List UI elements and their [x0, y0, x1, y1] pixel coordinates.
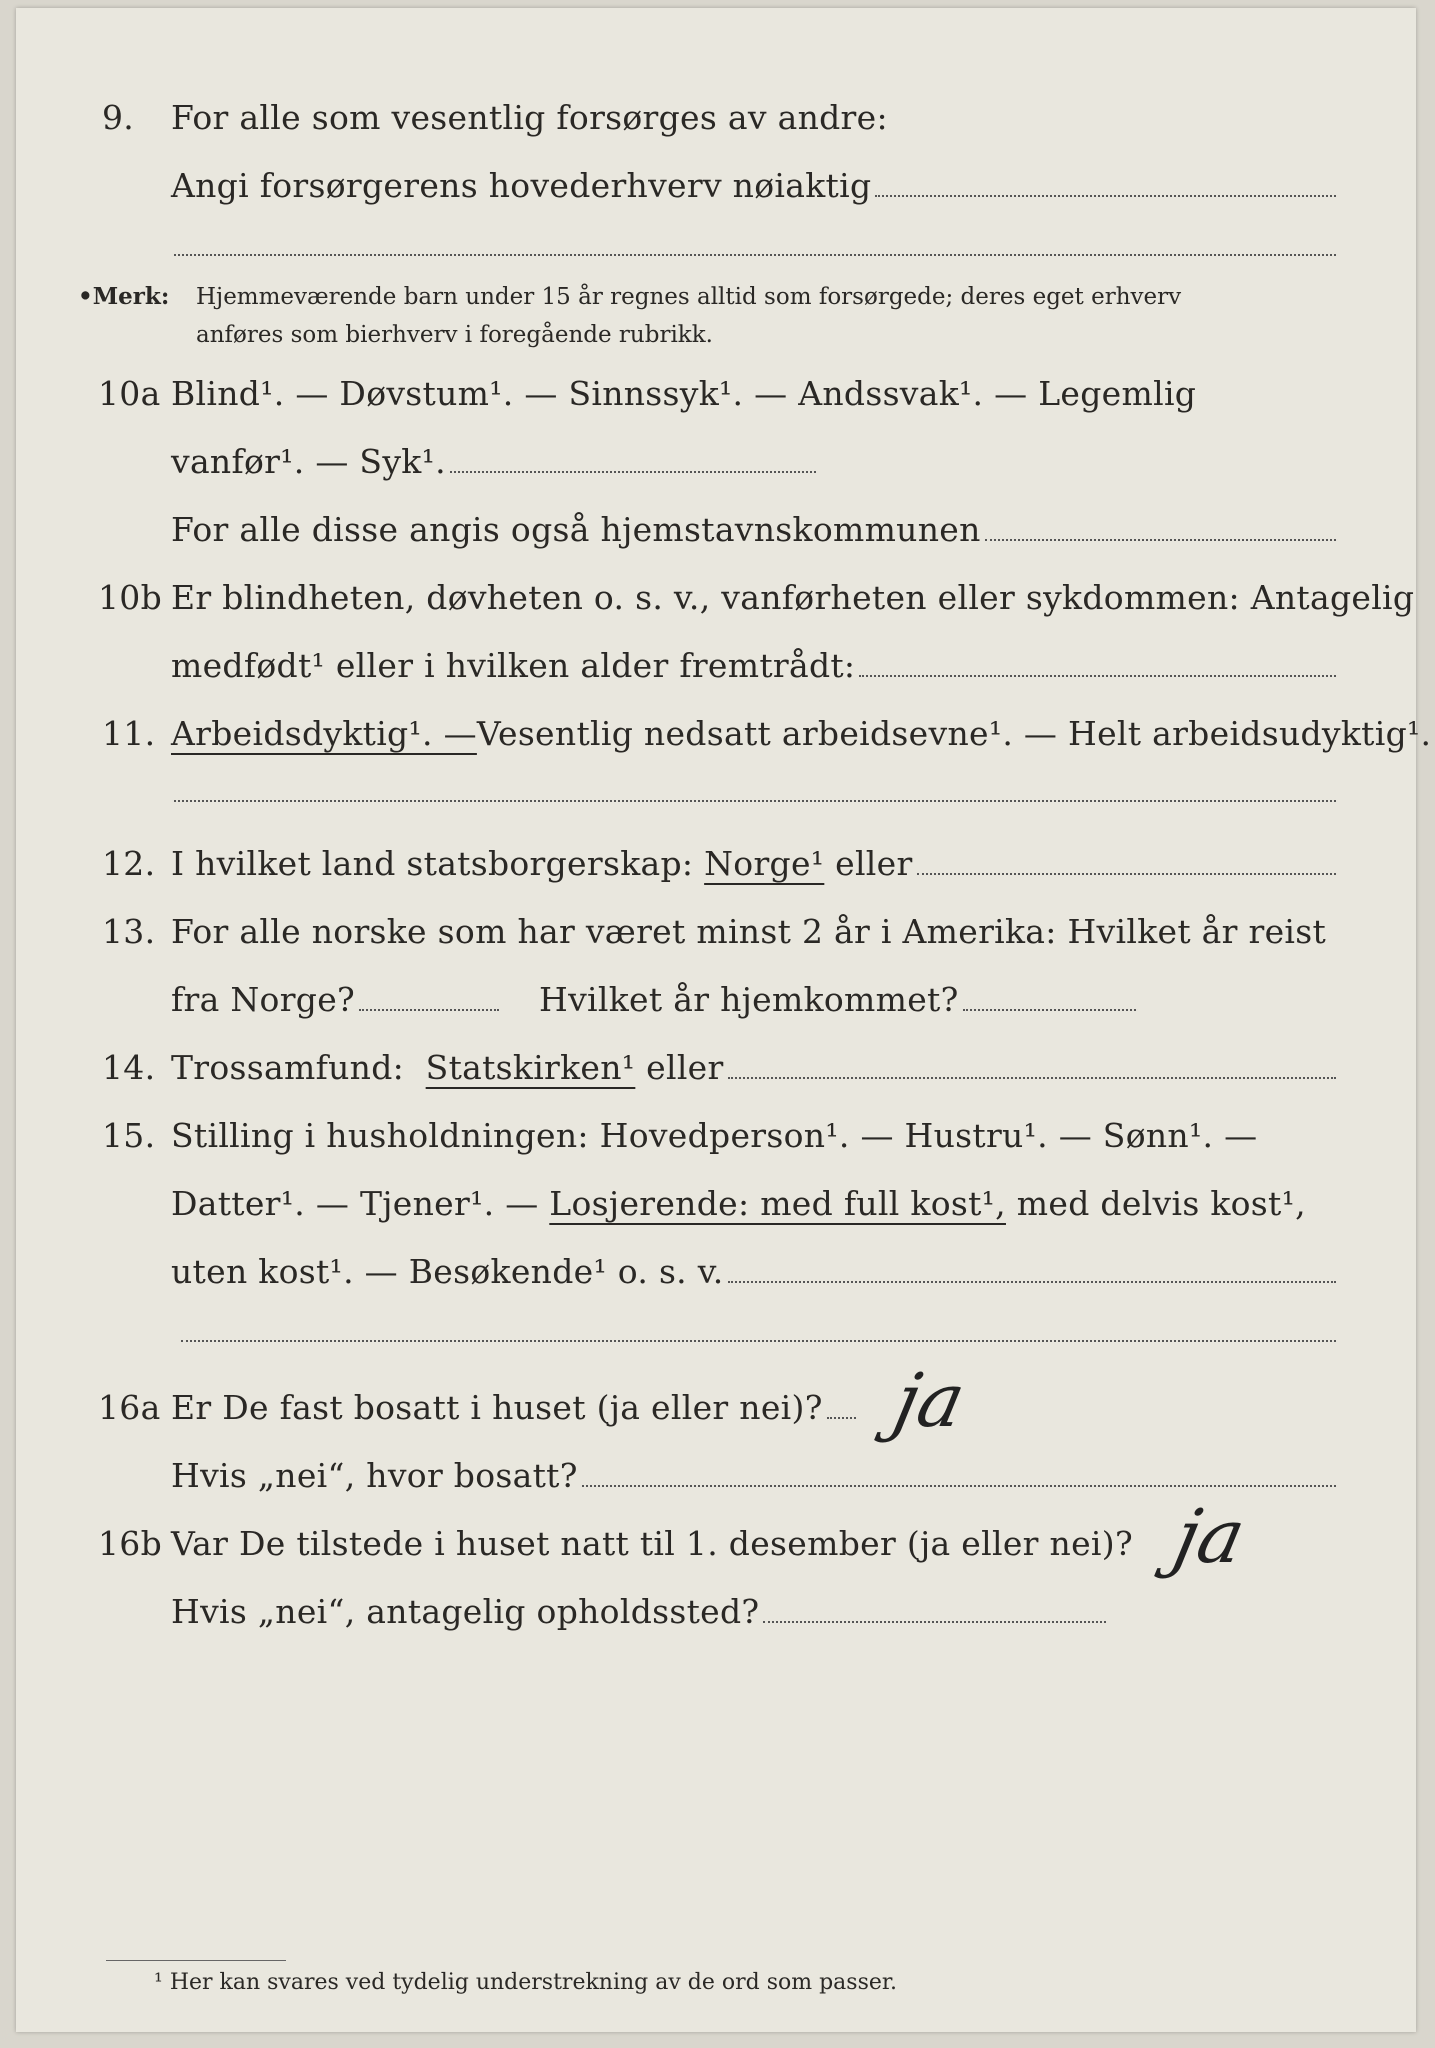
q10b-line2-wrap [171, 646, 1336, 685]
q16a-line1-wrap [171, 1388, 856, 1427]
q16b-line2-wrap [171, 1592, 1106, 1631]
q10a-kommune-line[interactable] [985, 538, 1336, 541]
footnote: ¹ Her kan svares ved tydelig understrekning av de ord som passer. [154, 1970, 897, 1995]
q14-answer-line[interactable] [728, 1076, 1336, 1079]
q13-reist-line[interactable] [359, 1008, 499, 1011]
q10a-line3-wrap [171, 510, 1336, 549]
q10a-number: 10a [98, 374, 161, 413]
q10b-answer-line[interactable] [859, 674, 1336, 677]
q15-line3-wrap [171, 1252, 1336, 1291]
q12-norge-option[interactable]: Norge¹ [704, 844, 825, 883]
q15-line2 [171, 1184, 1336, 1223]
q15-losjerende-option[interactable]: Losjerende: med full kost¹, [549, 1184, 1006, 1223]
merk-text [196, 278, 1181, 354]
q12-suffix: eller [835, 844, 913, 883]
q9-line2-wrap [171, 166, 1336, 205]
q14-number: 14. [102, 1048, 156, 1087]
q16a-number: 16a [98, 1388, 161, 1427]
census-form-page [16, 8, 1432, 2032]
q15-extra-line[interactable] [181, 1340, 1336, 1342]
merk-line2: anføres som bierhverv i foregående rubrikk. [196, 322, 713, 348]
q14-suffix: eller [646, 1048, 724, 1087]
q9-answer-line[interactable] [875, 194, 1336, 197]
q9-extra-line[interactable] [174, 254, 1336, 256]
q10a-line2-wrap [171, 442, 816, 481]
footnote-divider [106, 1960, 286, 1961]
q13-line2-wrap [171, 980, 1136, 1019]
q11-struck-option[interactable]: Arbeidsdyktig¹. — [171, 714, 477, 753]
q13-hjemkommet-line[interactable] [963, 1008, 1136, 1011]
q13-number: 13. [102, 912, 156, 951]
q15-line3: uten kost¹. — Besøkende¹ o. s. v. [171, 1252, 724, 1291]
q16a-bosatt-line[interactable] [582, 1484, 1336, 1487]
q10b-number: 10b [98, 578, 163, 617]
q13-line2a: fra Norge? [171, 980, 356, 1019]
q10b-line2: medfødt¹ eller i hvilken alder fremtrådt: [171, 646, 856, 685]
q13-line2b: Hvilket år hjemkommet? [539, 980, 959, 1019]
q16a-answer-line[interactable] [827, 1416, 856, 1419]
q15-line1: Stilling i husholdningen: Hovedperson¹. — Hustru¹. — Sønn¹. — [171, 1116, 1258, 1155]
q10b-line1: Er blindheten, døvheten o. s. v., vanførheten eller sykdommen: Antagelig [171, 578, 1415, 617]
q11-number: 11. [102, 714, 156, 753]
q16b-line1-wrap [171, 1524, 1133, 1563]
q15-number: 15. [102, 1116, 156, 1155]
q10a-syk-line[interactable] [450, 470, 816, 473]
q12-answer-line[interactable] [917, 872, 1336, 875]
q16b-line2: Hvis „nei“, antagelig opholdssted? [171, 1592, 760, 1631]
q10a-line2: vanfør¹. — Syk¹. [171, 442, 446, 481]
q15-line2b: med delvis kost¹, [1016, 1184, 1306, 1223]
q9-line1: For alle som vesentlig forsørges av andre: [171, 98, 888, 137]
q15-line2a: Datter¹. — Tjener¹. — [171, 1184, 539, 1223]
q12-number: 12. [102, 844, 156, 883]
q14-prefix: Trossamfund: [171, 1048, 405, 1087]
q14-text [171, 1048, 1336, 1087]
q16a-line1: Er De fast bosatt i huset (ja eller nei)? [171, 1388, 823, 1427]
q12-text [171, 844, 1336, 883]
q16b-number: 16b [98, 1524, 163, 1563]
q11-rest: Vesentlig nedsatt arbeidsevne¹. — Helt arbeidsudyktig¹. [476, 714, 1432, 753]
q16b-handwritten-answer: ja [1166, 1494, 1253, 1580]
q10a-line3: For alle disse angis også hjemstavnskommunen [171, 510, 981, 549]
q16b-line1: Var De tilstede i huset natt til 1. desember (ja eller nei)? [171, 1524, 1133, 1563]
q16a-handwritten-answer: ja [886, 1358, 973, 1444]
q16b-opholdssted-line[interactable] [763, 1620, 1106, 1623]
q11-answer-line[interactable] [174, 800, 1336, 802]
merk-line1: Hjemmeværende barn under 15 år regnes alltid som forsørgede; deres eget erhverv [196, 284, 1182, 310]
merk-label: •Merk: [78, 283, 170, 310]
q11-text [171, 714, 1432, 753]
q9-number: 9. [102, 98, 135, 137]
q14-statskirken-option[interactable]: Statskirken¹ [425, 1048, 636, 1087]
q9-line2: Angi forsørgerens hovederhverv nøiaktig [171, 166, 872, 205]
q16a-line2: Hvis „nei“, hvor bosatt? [171, 1456, 578, 1495]
q10a-line1: Blind¹. — Døvstum¹. — Sinnssyk¹. — Andssvak¹. — Legemlig [171, 374, 1197, 413]
q13-line1: For alle norske som har været minst 2 år i Amerika: Hvilket år reist [171, 912, 1327, 951]
q16a-line2-wrap [171, 1456, 1336, 1495]
q12-prefix: I hvilket land statsborgerskap: [171, 844, 694, 883]
q15-answer-line[interactable] [728, 1280, 1336, 1283]
